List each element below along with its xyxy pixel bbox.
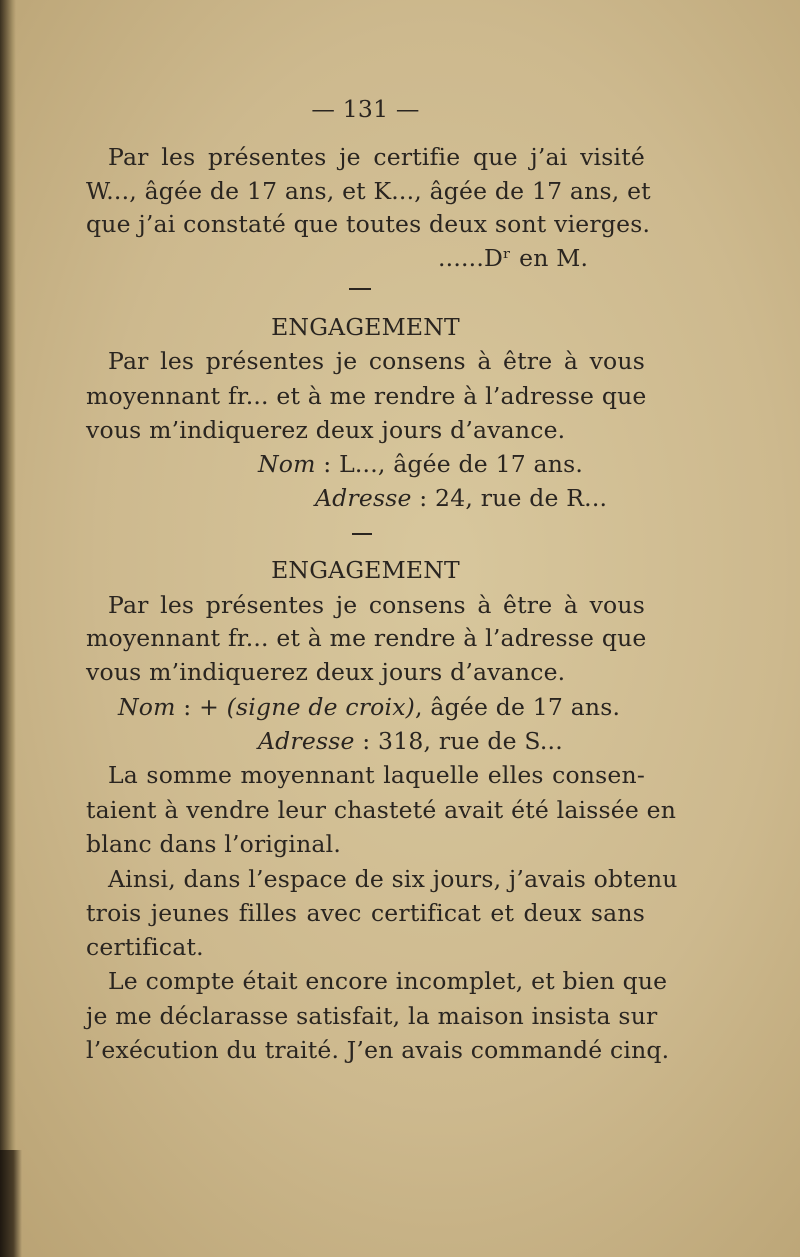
body-line: Ainsi, dans l’espace de six jours, j’avais obtenu — [108, 865, 678, 893]
page-number: — 131 — — [311, 95, 420, 123]
book-binding-shadow — [0, 1150, 22, 1257]
engagement-line: moyennant fr... et à me rendre à l’adresse que — [86, 624, 647, 652]
section-heading: ENGAGEMENT — [271, 313, 460, 341]
engagement-line: Par les présentes je consens à être à vous — [108, 347, 645, 375]
nom-label: Nom — [258, 450, 316, 478]
adresse-value: : 318, rue de S... — [354, 727, 563, 755]
body-line: Le compte était encore incomplet, et bien que — [108, 967, 668, 995]
nom-label: Nom — [118, 693, 176, 721]
engagement-nom — [118, 690, 620, 724]
body-line: l’exécution du traité. J’en avais commandé cinq. — [86, 1036, 670, 1064]
certificate-line: W..., âgée de 17 ans, et K..., âgée de 17 ans, et — [86, 177, 651, 205]
separator-rule — [349, 288, 371, 290]
engagement-line: vous m’indiquerez deux jours d’avance. — [86, 416, 566, 444]
nom-value: : L..., âgée de 17 ans. — [315, 450, 584, 478]
body-line: La somme moyennant laquelle elles consen- — [108, 761, 645, 789]
engagement-line: Par les présentes je consens à être à vous — [108, 591, 645, 619]
adresse-value: : 24, rue de R... — [411, 484, 608, 512]
nom-age: , âgée de 17 ans. — [415, 693, 621, 721]
nom-signe-de-croix: (signe de croix) — [226, 693, 416, 721]
engagement-adresse — [315, 481, 607, 515]
adresse-label: Adresse — [258, 727, 355, 755]
engagement-line: vous m’indiquerez deux jours d’avance. — [86, 658, 566, 686]
body-line: blanc dans l’original. — [86, 830, 342, 858]
engagement-line: moyennant fr... et à me rendre à l’adresse que — [86, 382, 647, 410]
separator-rule — [352, 533, 372, 535]
book-binding-edge — [0, 0, 16, 1257]
certificate-line: que j’ai constaté que toutes deux sont vierges. — [86, 210, 651, 238]
section-heading: ENGAGEMENT — [271, 556, 460, 584]
body-line: je me déclarasse satisfait, la maison insista sur — [86, 1002, 658, 1030]
body-line: trois jeunes filles avec certificat et deux sans — [86, 899, 645, 927]
nom-value: : + — [175, 693, 227, 721]
certificate-signature: ......Dʳ en M. — [438, 244, 589, 272]
certificate-line: Par les présentes je certifie que j’ai visité — [108, 143, 645, 171]
body-line: taient à vendre leur chasteté avait été laissée en — [86, 796, 677, 824]
body-line: certificat. — [86, 933, 204, 961]
adresse-label: Adresse — [315, 484, 412, 512]
engagement-adresse — [258, 724, 563, 758]
engagement-nom — [258, 447, 583, 481]
